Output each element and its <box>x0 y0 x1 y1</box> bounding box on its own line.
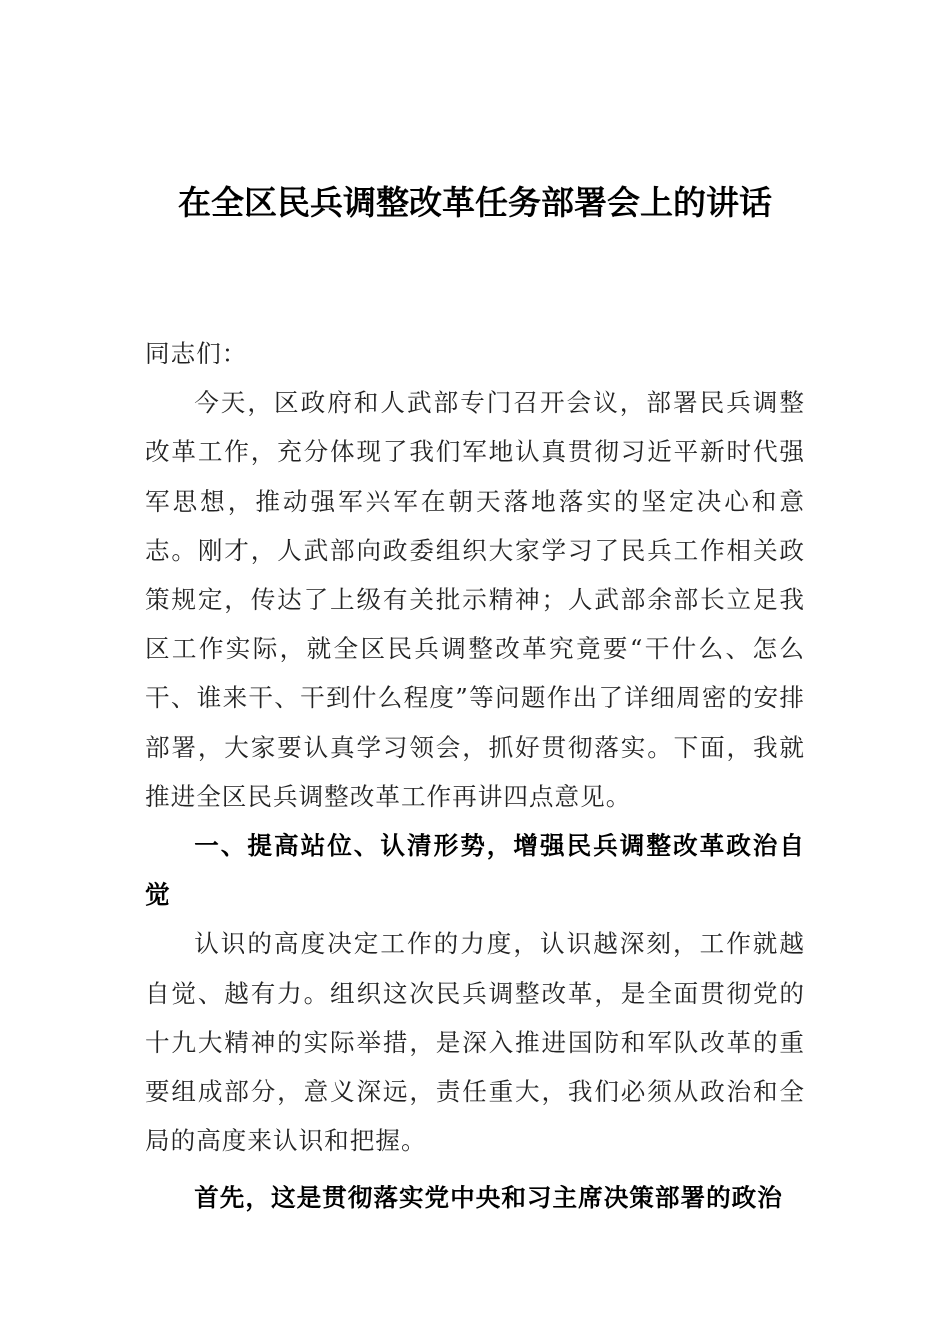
salutation: 同志们： <box>145 339 248 368</box>
lead-sentence-first: 首先，这是贯彻落实党中央和习主席决策部署的政治 <box>194 1183 783 1213</box>
document-body <box>145 329 805 1223</box>
document-title: 在全区民兵调整改革任务部署会上的讲话 <box>178 183 772 222</box>
body-paragraph-intro: 今天，区政府和人武部专门召开会议，部署民兵调整改革工作，充分体现了我们军地认真贯彻习近平新时代强军思想，推动强军兴军在朝天落地落实的坚定决心和意志。刚才，人武部向政委组织大家学习了民兵工作相关政策规定，传达了上级有关批示精神；人武部余部长立足我区工作实际，就全区民兵调整改革究竟要“干什么、怎么干、谁来干、干到什么程度”等问题作出了详细周密的安排部署，大家要认真学习领会，抓好贯彻落实。下面，我就推进全区民兵调整改革工作再讲四点意见。 <box>145 388 805 811</box>
section-heading-1: 一、提高站位、认清形势，增强民兵调整改革政治自觉 <box>145 831 805 910</box>
body-paragraph-section-1: 认识的高度决定工作的力度，认识越深刻，工作就越自觉、越有力。组织这次民兵调整改革，是全面贯彻党的十九大精神的实际举措，是深入推进国防和军队改革的重要组成部分，意义深远，责任重大，我们必须从政治和全局的高度来认识和把握。 <box>145 929 805 1156</box>
